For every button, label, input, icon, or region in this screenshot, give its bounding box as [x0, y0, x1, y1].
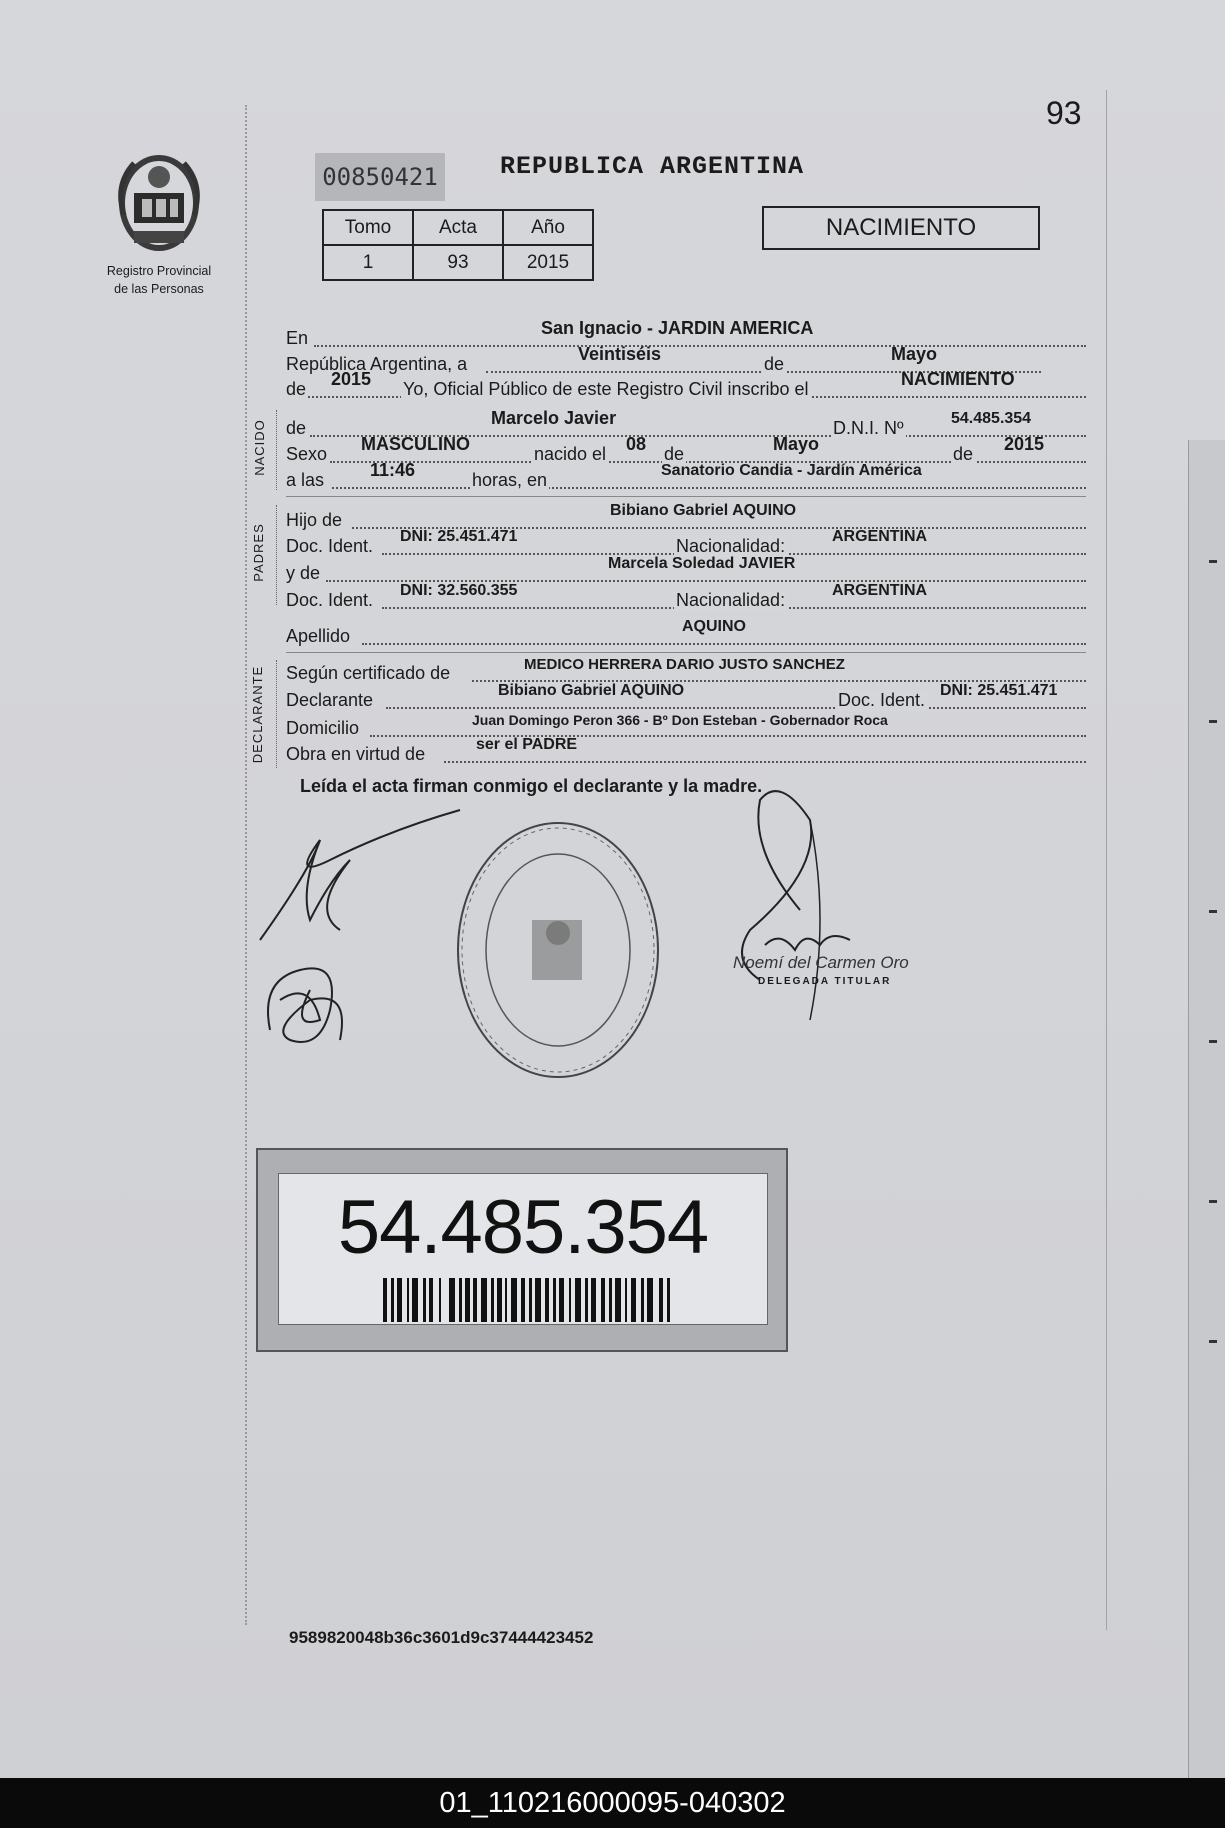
label-obra: Obra en virtud de [286, 744, 426, 764]
label-nacionalidad: Nacionalidad: [676, 536, 786, 556]
tomo-acta-anio-table [322, 209, 594, 281]
label-nacido-el: nacido el [534, 444, 607, 464]
value-domicilio: Juan Domingo Peron 366 - Bº Don Esteban - Gobernador Roca [472, 712, 888, 728]
signature-statement: Leída el acta firman conmigo el declarante y la madre. [300, 776, 763, 796]
barcode-card [256, 1148, 788, 1352]
label-declarante: Declarante [286, 690, 374, 710]
official-signature-icon [710, 780, 910, 1030]
value-en: San Ignacio - JARDIN AMERICA [541, 318, 814, 338]
table-header: Tomo [323, 210, 413, 245]
label-doc-ident: Doc. Ident. [286, 536, 374, 556]
table-header: Acta [413, 210, 503, 245]
barcode-number: 54.485.354 [337, 1185, 709, 1270]
field-row-declarante [286, 682, 1086, 714]
label-hijo-de: Hijo de [286, 510, 343, 530]
field-row-apellido [286, 618, 1086, 650]
value-nac-anio: 2015 [1004, 434, 1045, 454]
provincial-seal-icon [104, 145, 214, 255]
value-decl-doc: DNI: 25.451.471 [940, 682, 1058, 699]
value-nombre: Marcelo Javier [491, 408, 617, 428]
text-oficial: Yo, Oficial Público de este Registro Civil inscribo el [403, 379, 809, 399]
declarant-signature-icon [250, 800, 470, 1060]
document-title: REPUBLICA ARGENTINA [500, 152, 805, 181]
label-de: de [764, 354, 785, 374]
value-certificado: MEDICO HERRERA DARIO JUSTO SANCHEZ [524, 656, 845, 673]
table-cell: 2015 [503, 245, 593, 280]
field-row-domicilio [286, 712, 1086, 742]
right-margin-line [1106, 90, 1107, 1630]
adjacent-page-edge [1188, 440, 1225, 1780]
document-hash: 9589820048b36c3601d9c37444423452 [289, 1628, 594, 1647]
label-sexo: Sexo [286, 444, 328, 464]
field-row-en [286, 318, 1086, 352]
value-apellido: AQUINO [682, 618, 746, 635]
value-anio: 2015 [331, 369, 372, 389]
label-nacido-de: de [286, 418, 307, 438]
value-padre-doc: DNI: 25.451.471 [400, 528, 518, 545]
label-a-las: a las [286, 470, 325, 490]
table-cell: 1 [323, 245, 413, 280]
barcode-icon [383, 1278, 703, 1322]
official-seal-icon [450, 815, 670, 1085]
value-madre-nac: ARGENTINA [832, 582, 928, 599]
section-label-nacido: NACIDO [251, 419, 267, 476]
value-dia: Veintiséis [578, 344, 662, 364]
official-name: Noemí del Carmen Oro [733, 953, 909, 972]
field-row-madre-doc [286, 582, 1086, 614]
label-decl-doc: Doc. Ident. [838, 690, 926, 710]
label-doc-ident-2: Doc. Ident. [286, 590, 374, 610]
value-mes: Mayo [891, 344, 938, 364]
label-apellido: Apellido [286, 626, 351, 646]
value-declarante: Bibiano Gabriel AQUINO [498, 682, 685, 699]
field-row-oficial [286, 369, 1086, 403]
value-nac-mes: Mayo [773, 434, 820, 454]
label-dni: D.N.I. Nº [833, 418, 904, 438]
value-lugar: Sanatorio Candia - Jardín América [661, 462, 922, 479]
field-row-obra [286, 736, 1086, 768]
scan-id-footer: 01_110216000095-040302 [0, 1778, 1225, 1828]
value-dni: 54.485.354 [951, 410, 1032, 427]
section-label-padres: PADRES [250, 523, 266, 582]
value-hora: 11:46 [370, 460, 416, 480]
label-nac-de: de [664, 444, 685, 464]
value-obra: ser el PADRE [476, 736, 578, 753]
official-role: DELEGADA TITULAR [758, 976, 892, 987]
field-row-hora [286, 460, 1086, 494]
value-sexo: MASCULINO [361, 434, 470, 454]
table-header: Año [503, 210, 593, 245]
value-madre: Marcela Soledad JAVIER [608, 555, 796, 572]
label-republica: República Argentina, a [286, 354, 468, 374]
record-type-box: NACIMIENTO [762, 206, 1040, 250]
label-nac-de2: de [953, 444, 974, 464]
label-nacionalidad-2: Nacionalidad: [676, 590, 786, 610]
serial-number: 00850421 [315, 153, 445, 201]
value-inscribo: NACIMIENTO [901, 369, 1015, 389]
section-label-declarante: DECLARANTE [250, 665, 266, 764]
label-domicilio: Domicilio [286, 718, 360, 738]
logo-caption-1: Registro Provincial [106, 264, 212, 278]
label-en: En [286, 328, 309, 348]
page-number: 93 [1046, 95, 1082, 131]
label-de2: de [286, 379, 307, 399]
label-y-de: y de [286, 563, 321, 583]
barcode-inner [278, 1173, 768, 1325]
value-madre-doc: DNI: 32.560.355 [400, 582, 518, 599]
label-horas-en: horas, en [472, 470, 548, 490]
value-nac-dia: 08 [626, 434, 647, 454]
registry-logo [98, 145, 220, 296]
value-padre-nac: ARGENTINA [832, 528, 928, 545]
logo-caption-2: de las Personas [114, 282, 204, 296]
table-cell: 93 [413, 245, 503, 280]
left-margin-line [245, 105, 247, 1625]
label-certificado: Según certificado de [286, 663, 451, 683]
value-padre: Bibiano Gabriel AQUINO [610, 502, 797, 519]
